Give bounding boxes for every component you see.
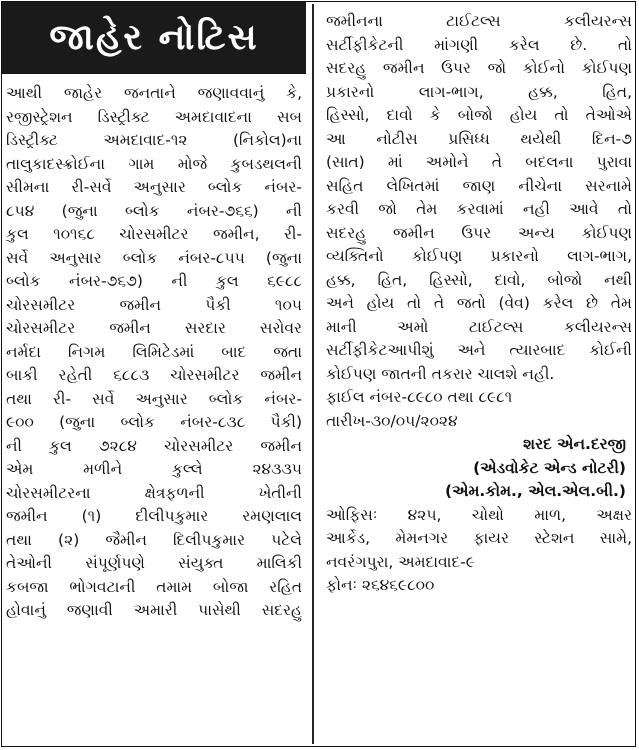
file-number: ફાઈલ નંબર-૮૯૮૦ તથા ૮૯૮૧ (326, 388, 513, 406)
body-line: આ નોટીસ પ્રસિધ્ધ થયેથી દિન-૭ (326, 129, 632, 148)
body-line: ચોરસમીટર જમીન સરદાર સરોવર (6, 319, 302, 337)
body-line: ડિસ્ટ્રીક્ટ અમદાવાદ-૧૨ (નિકોલ)ના (6, 131, 302, 149)
address-block (320, 504, 634, 598)
body-line: માની અમો ટાઈટલ્સ કલીયરન્સ (326, 317, 632, 336)
body-line: હક્ક, હિત, હિસ્સો, દાવો, બોજો નથી (326, 270, 632, 289)
body-line: રજીસ્ટ્રેશન ડિસ્ટ્રીક્ટ અમદાવાદના સબ (6, 107, 302, 126)
body-line: કોઈપણ જાતની તકરાર ચાલશે નહી. (326, 364, 555, 383)
address-line: ઓફિસઃ ૪૨૫, ચોથો માળ, અક્ષર (326, 505, 632, 524)
body-line: તાલુકાદસ્ક્રોઈના ગામ મોજે કુબડથલની (6, 154, 302, 173)
right-body (320, 10, 634, 433)
signatory-degree: (એમ.કોમ., એલ.એલ.બી.) (445, 482, 626, 500)
address-line: નવરંગપુરા, અમદાવાદ-૯ (326, 552, 475, 571)
body-line: સીમના રી-સર્વે અનુસાર બ્લોક નંબર- (6, 178, 302, 196)
body-line: પ્રકારનો લાગ-ભાગ, હક્ક, હિત, (326, 82, 632, 101)
body-line: તથા રી- સર્વે અનુસાર બ્લોક નંબર- (6, 389, 302, 408)
body-line: ૮૫૪ (જુના બ્લોક નંબર-૭૬૬) ની (6, 201, 302, 220)
signatory-name: શરદ એન.દરજી (523, 435, 626, 453)
body-line: સદરહુ જમીન ઉપર જો કોઈનો કોઈપણ (326, 59, 632, 77)
body-line: અને હોય તો તે જતો (વેવ) કરેલ છે તેમ (326, 294, 632, 312)
body-line: તથા (૨) જૈમીન દિલીપકુમાર પટેલે (6, 530, 302, 549)
body-line: બ્લોક નંબર-૭૬૭) ની કુલ ૬૯૮૮ (6, 272, 302, 290)
body-line: બાકી રહેતી ૬૮૮૩ ચોરસમીટર જમીન (6, 366, 302, 384)
body-line: કુલ ૧૦૧૬૮ ચોરસમીટર જમીન, રી- (6, 225, 302, 243)
body-line: જમીન (૧) દીલીપકુમાર રમણલાલ (6, 507, 302, 525)
column-divider (312, 4, 314, 744)
body-line: (સાત) માં અમોને તે બદલના પુરાવા (326, 153, 632, 171)
body-line: ચોરસમીટરના ક્ષેત્રફળની ખેતીની (6, 483, 302, 502)
right-column (320, 2, 634, 747)
notice-date: તારીખ-૩૦/૦૫/૨૦૨૪ (326, 411, 458, 430)
body-line: સર્વે અનુસાર બ્લોક નંબર-૮૫૫ (જુના (6, 248, 302, 267)
notice-title: જાહેર નોટિસ (2, 2, 306, 74)
left-column (2, 2, 306, 747)
body-line: હિસ્સો, દાવો કે બોજો હોય તો તેઓએ (326, 106, 632, 124)
body-line: સહિત લેખિતમાં જાણ નીચેના સરનામે (326, 176, 632, 195)
signatory-role: (એડવોકેટ એન્ડ નોટરી) (473, 458, 626, 477)
body-line: સર્ટીફીકેટઆપીશું અને ત્યારબાદ કોઈની (326, 341, 632, 359)
body-line: ચોરસમીટર જમીન પૈકી ૧૦૫ (6, 295, 302, 314)
body-line: આથી જાહેર જનતાને જણાવવાનું કે, (6, 84, 302, 102)
body-line: ૯૦૦ (જુના બ્લોક નંબર-૮૩૮ પૈકી) (6, 413, 302, 431)
address-line: આર્કેડ, મેમનગર ફાયર સ્ટેશન સામે, (326, 529, 632, 547)
body-line: સદરહુ જમીન ઉપર અન્ય કોઈપણ (326, 223, 632, 242)
body-line: નર્મદા નિગમ લિમિટેડમાં બાદ જતા (6, 342, 302, 361)
body-line: ની કુલ ૭૨૮૪ ચોરસમીટર જમીન (6, 436, 302, 455)
body-line: કરવી જો તેમ કરવામાં નહી આવે તો (326, 200, 632, 218)
body-line: એમ મળીને કુલ્લે ૨૪૩૩૫ (6, 460, 302, 478)
body-line: કબજા ભોગવટાની તમામ બોજા રહિત (6, 577, 302, 596)
phone-line: ફોનઃ ૨૬૪૬૯૮૦૦ (326, 576, 435, 594)
body-line: હોવાનું જણાવી અમારી પાસેથી સદરહુ (6, 601, 302, 619)
body-line: તેઓની સંપૂર્ણપણે સંયુક્ત માલિકી (6, 554, 302, 572)
body-line: સર્ટીફીકેટની માંગણી કરેલ છે. તો (326, 35, 632, 54)
body-line: જમીનના ટાઈટલ્સ કલીયરન્સ (326, 12, 632, 30)
left-body (2, 82, 306, 623)
body-line: વ્યક્તિનો કોઈપણ પ્રકારનો લાગ-ભાગ, (326, 247, 632, 265)
